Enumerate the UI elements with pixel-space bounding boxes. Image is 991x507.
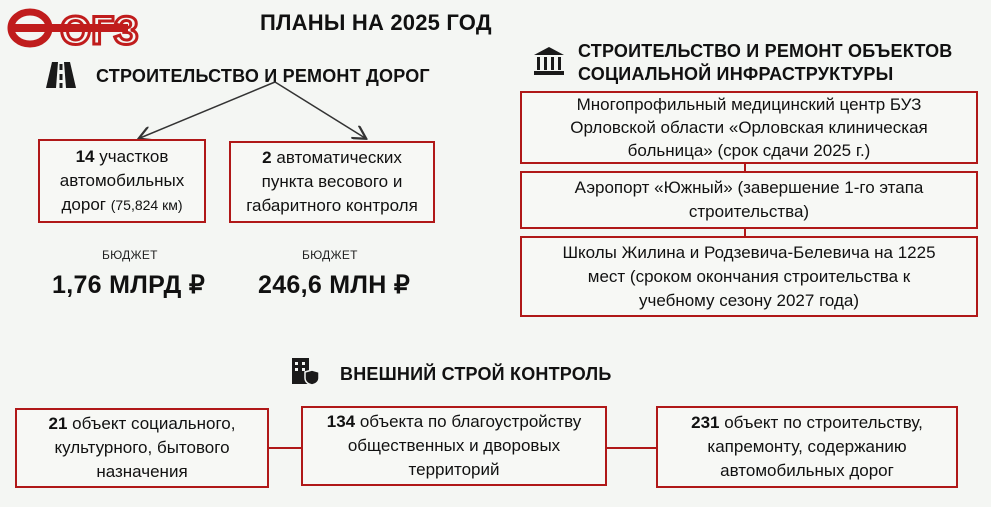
control-roads-text3: автомобильных дорог <box>720 461 894 480</box>
social-item-schools <box>520 236 978 317</box>
weight-control-box <box>229 141 435 223</box>
control-landscaping-text2: общественных и дворовых <box>347 436 561 455</box>
building-columns-icon <box>533 46 565 81</box>
budget1-value: 1,76 МЛРД ₽ <box>52 271 206 299</box>
schools-line2: мест (сроком окончания строительства к <box>587 266 911 286</box>
control-roads-text1: объект по строительству, <box>719 413 923 432</box>
budget2-label: БЮДЖЕТ <box>302 248 358 262</box>
roads-sections-count: 14 <box>75 147 95 166</box>
control-roads-text2: капремонту, содержанию <box>707 437 907 456</box>
control-social-box <box>15 408 269 488</box>
weight-control-text3: габаритного контроля <box>246 196 418 215</box>
roads-sections-text2: автомобильных <box>59 171 185 190</box>
hospital-line3: больница» (срок сдачи 2025 г.) <box>627 141 871 160</box>
control-social-text2: культурного, бытового <box>54 438 230 457</box>
budget1-label: БЮДЖЕТ <box>102 248 158 262</box>
control-roads-count: 231 <box>691 413 720 432</box>
control-header: ВНЕШНИЙ СТРОЙ КОНТРОЛЬ <box>340 364 612 384</box>
page-title: ПЛАНЫ НА 2025 ГОД <box>260 10 492 35</box>
airport-line1: Аэропорт «Южный» (завершение 1-го этапа <box>574 178 924 197</box>
hospital-line1: Многопрофильный медицинский центр БУЗ <box>576 95 922 114</box>
roads-sections-text: участков <box>94 147 169 166</box>
control-roads-box <box>656 406 958 488</box>
schools-line3: учебному сезону 2027 года) <box>638 290 860 310</box>
airport-line2: строительства) <box>688 202 810 221</box>
control-social-text1: объект социального, <box>67 414 236 433</box>
roads-header: СТРОИТЕЛЬСТВО И РЕМОНТ ДОРОГ <box>96 66 430 86</box>
social-item-hospital <box>520 91 978 164</box>
weight-control-text2: пункта весового и <box>261 172 403 191</box>
control-social-count: 21 <box>48 414 68 433</box>
control-landscaping-box <box>301 406 607 486</box>
hospital-line2: Орловской области «Орловская клиническая <box>570 118 928 137</box>
weight-control-text: автоматических <box>271 148 402 167</box>
roads-sections-text3: дорог <box>61 195 111 214</box>
social-item-airport <box>520 171 978 229</box>
roads-length-note: (75,824 км) <box>110 197 183 213</box>
control-landscaping-count: 134 <box>326 412 356 431</box>
schools-line1: Школы Жилина и Родзевича-Белевича на 1225 <box>562 242 936 262</box>
social-header-line1: СТРОИТЕЛЬСТВО И РЕМОНТ ОБЪЕКТОВ <box>578 41 953 61</box>
roads-sections-box <box>38 139 206 223</box>
budget2-value: 246,6 МЛН ₽ <box>258 271 411 299</box>
control-landscaping-text3: территорий <box>408 460 500 479</box>
control-social-text3: назначения <box>96 462 188 481</box>
weight-control-count: 2 <box>262 148 272 167</box>
building-shield-icon <box>290 356 320 391</box>
social-header-line2: СОЦИАЛЬНОЙ ИНФРАСТРУКТУРЫ <box>578 64 894 84</box>
logo-text: ОГЗ <box>60 9 139 53</box>
control-landscaping-text1: объекта по благоустройству <box>355 412 582 431</box>
